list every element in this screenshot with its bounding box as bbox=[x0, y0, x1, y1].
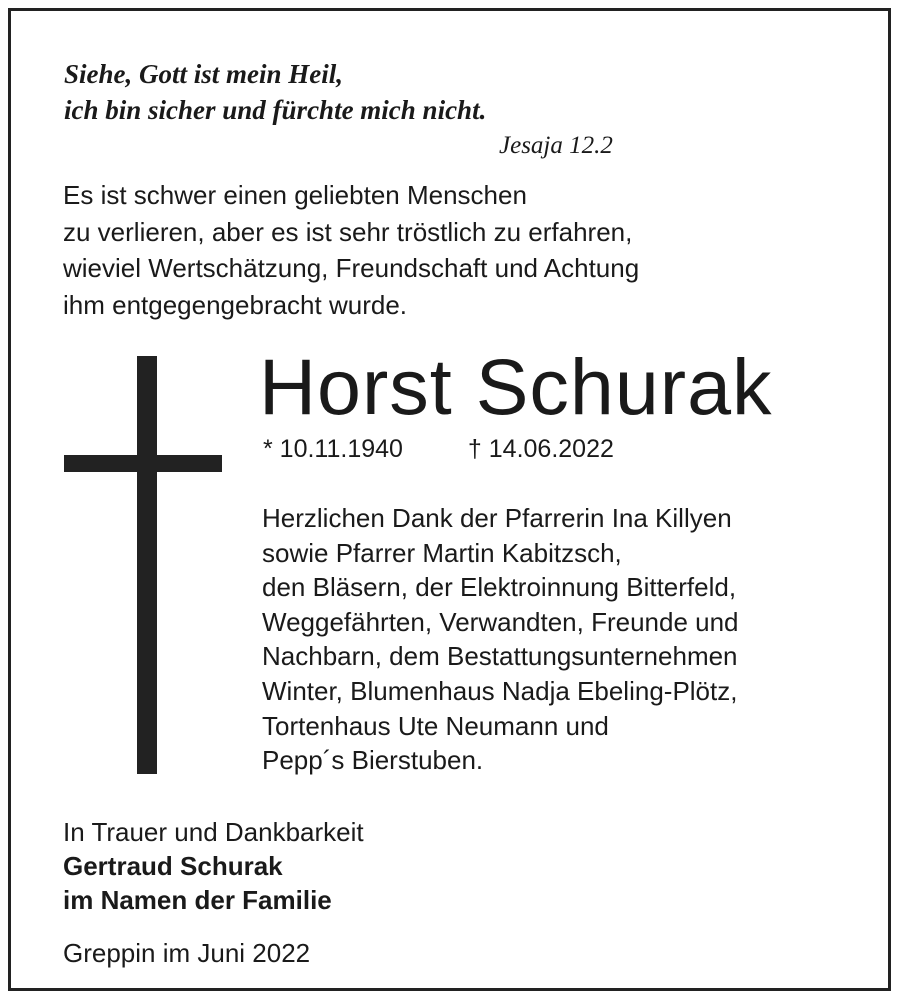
thanks-line-3: den Bläsern, der Elektroinnung Bitterfeld, bbox=[262, 572, 737, 603]
intro-text bbox=[63, 177, 639, 323]
life-dates bbox=[263, 433, 614, 465]
thanks-line-1: Herzlichen Dank der Pfarrerin Ina Killyen bbox=[262, 503, 732, 533]
thanks-text bbox=[262, 501, 739, 778]
intro-line-4: ihm entgegengebracht wurde. bbox=[63, 289, 408, 320]
obituary-frame bbox=[8, 8, 891, 991]
thanks-line-2: sowie Pfarrer Martin Kabitzsch, bbox=[262, 537, 622, 568]
closing-block bbox=[63, 815, 364, 917]
verse-line-1: Siehe, Gott ist mein Heil, bbox=[64, 59, 344, 89]
intro-line-2: zu verlieren, aber es ist sehr tröstlich zu erfahren, bbox=[63, 216, 633, 247]
deceased-name: Horst Schurak bbox=[259, 342, 773, 431]
thanks-line-7: Tortenhaus Ute Neumann und bbox=[262, 710, 609, 741]
thanks-line-6: Winter, Blumenhaus Nadja Ebeling-Plötz, bbox=[262, 675, 738, 706]
verse-line-2: ich bin sicher und fürchte mich nicht. bbox=[64, 95, 487, 125]
intro-line-1: Es ist schwer einen geliebten Menschen bbox=[63, 180, 527, 210]
place-and-date: Greppin im Juni 2022 bbox=[63, 938, 311, 968]
thanks-line-4: Weggefährten, Verwandten, Freunde und bbox=[262, 606, 739, 637]
birth-date: * 10.11.1940 bbox=[263, 435, 403, 463]
death-date: † 14.06.2022 bbox=[467, 435, 614, 463]
mourner-name: Gertraud Schurak bbox=[63, 851, 283, 881]
verse-reference: Jesaja 12.2 bbox=[499, 132, 613, 159]
cross-vertical-bar bbox=[137, 356, 157, 774]
bible-verse bbox=[64, 56, 486, 128]
cross-horizontal-bar bbox=[64, 455, 222, 472]
closing-phrase: In Trauer und Dankbarkeit bbox=[63, 817, 364, 847]
thanks-line-8: Pepp´s Bierstuben. bbox=[262, 745, 484, 776]
thanks-line-5: Nachbarn, dem Bestattungsunternehmen bbox=[262, 641, 738, 672]
family-line: im Namen der Familie bbox=[63, 885, 332, 915]
intro-line-3: wieviel Wertschätzung, Freundschaft und Achtung bbox=[63, 253, 640, 283]
